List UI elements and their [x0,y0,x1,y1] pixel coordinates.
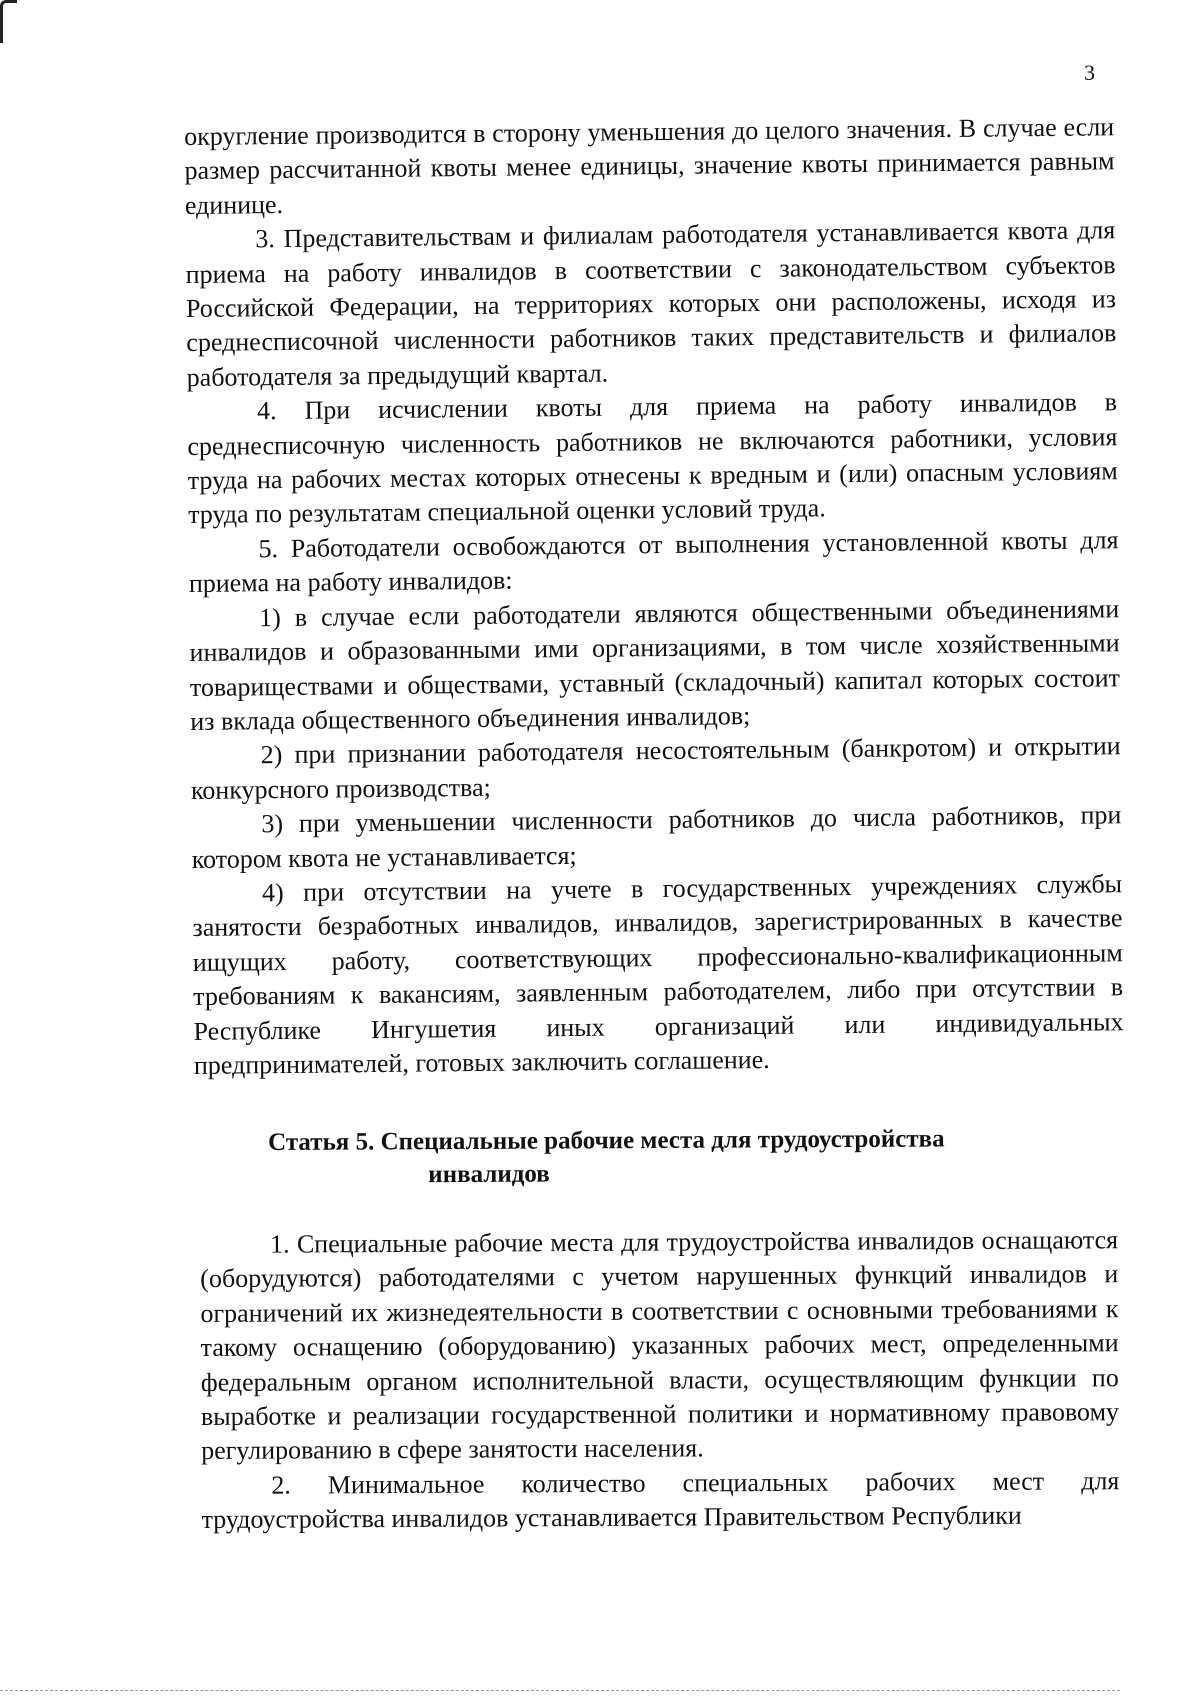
page-corner-mark [0,0,17,43]
article-paragraph-1: 1. Специальные рабочие места для трудоустройства инвалидов оснащаются (оборудуются) работодателями с учетом нарушенных функций инвалидов и ограничений их жизнедеятельности в соответствии с основными требованиями к такому оснащению (оборудованию) указанных рабочих мест, определенными федеральным органом исполнительной власти, осуществляющим функции по выработке и реализации государственной политики и нормативному правовому регулированию в сфере занятости населения. [200,1225,1120,1466]
document-body-bottom [200,1223,1120,1537]
list-item-3: 3) при уменьшении численности работников до числа работников, при котором квота не устанавливается; [191,800,1122,874]
scan-bottom-edge [0,1690,1120,1691]
article-heading-line1: Статья 5. Специальные рабочие места для трудоустройства [268,1125,945,1156]
page-number: 3 [1084,60,1095,85]
list-item-4: 4) при отсутствии на учете в государственных учреждениях службы занятости безработных инвалидов, инвалидов, зарегистрированных в качестве ищущих работу, соответствующих профессионально-квалификационным требованиям к вакансиям, заявленным работодателем, либо при отсутствии в Республике Ингушетия иных организаций или индивидуальных предпринимателей, готовых заключить соглашение. [192,869,1124,1080]
paragraph-continuation: округление производится в сторону уменьшения до целого значения. В случае если размер рассчитанной квоты менее единицы, значение квоты принимается равным единице. [184,112,1115,220]
article-heading-line2: инвалидов [428,1160,550,1189]
article-paragraph-2: 2. Минимальное количество специальных рабочих мест для трудоустройства инвалидов устанавливается Правительством Республики [201,1466,1120,1535]
paragraph-item-4: 4. При исчислении квоты для приема на работу инвалидов в среднесписочную численность работников не включаются работники, условия труда на рабочих местах которых отнесены к вредным и (или) опасным условиям труда по результатам специальной оценки условий труда. [187,387,1118,530]
list-item-2: 2) при признании работодателя несостоятельным (банкротом) и открытии конкурсного производства; [190,731,1121,805]
paragraph-item-5: 5. Работодатели освобождаются от выполнения установленной квоты для приема на работу инвалидов: [188,525,1119,599]
document-body-top [184,110,1124,1083]
list-item-1: 1) в случае если работодатели являются общественными объединениями инвалидов и образованными ими организациями, в том числе хозяйственными товариществами и обществами, уставный (складочный) капитал которых состоит из вклада общественного объединения инвалидов; [189,593,1121,736]
article-heading [268,1122,1118,1192]
paragraph-item-3: 3. Представительствам и филиалам работодателя устанавливается квота для приема на работу инвалидов в соответствии с законодательством субъектов Российской Федерации, на территориях которых они расположены, исходя из среднесписочной численности работников таких представительств и филиалов работодателя за предыдущий квартал. [185,215,1117,392]
